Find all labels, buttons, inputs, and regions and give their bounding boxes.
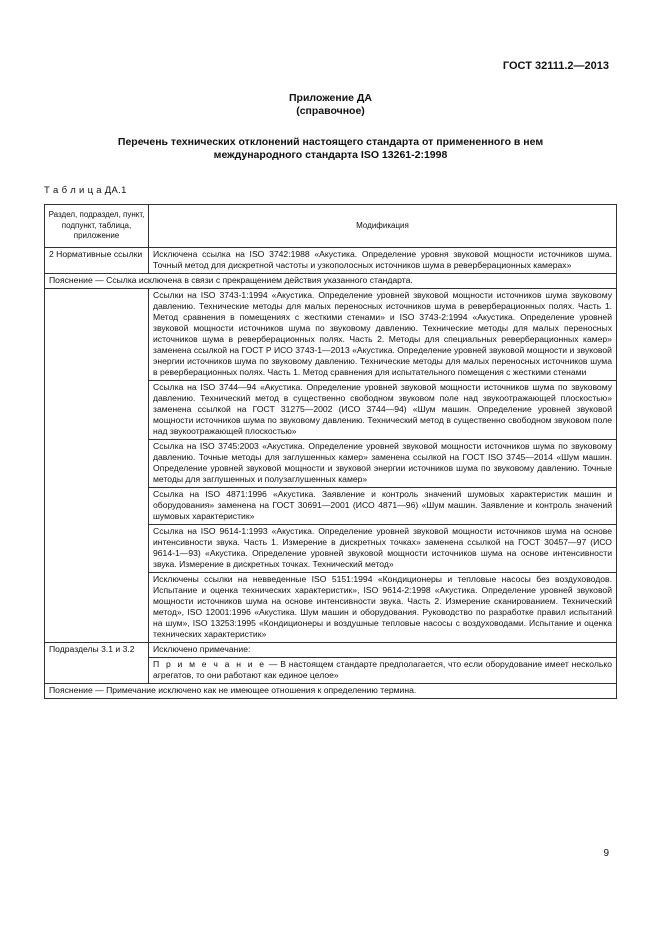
explanation-cell: Пояснение — Ссылка исключена в связи с прекращением действия указанного стандарта. [45,274,617,289]
annex-heading [0,136,661,162]
note-label: П р и м е ч а н и е [153,659,267,669]
table-note-row [45,684,617,699]
table-row [45,289,617,381]
table-header-row [45,205,617,248]
section-cell: Подразделы 3.1 и 3.2 [45,643,149,684]
annex-title-block [0,92,661,118]
deviations-table [44,204,617,699]
section-cell-empty [45,289,149,643]
col2-header: Модификация [149,205,617,248]
table-note-row [45,274,617,289]
annex-heading-line2: международного стандарта ISO 13261-2:1998 [213,149,448,161]
standard-code: ГОСТ 32111.2—2013 [502,60,609,72]
modification-cell: Исключена ссылка на ISO 3742:1988 «Акустика. Определение уровня звуковой мощности источников шума. Точный метод для дискретной частоты и узкополосных источников шума в реверберационных камерах» [149,248,617,274]
annex-subtitle: (справочное) [296,105,365,117]
col1-header: Раздел, подраздел, пункт, подпункт, таблица, приложение [45,205,149,248]
section-cell: 2 Нормативные ссылки [45,248,149,274]
explanation-cell: Пояснение — Примечание исключено как не имеющее отношения к определению термина. [45,684,617,699]
table-row [45,248,617,274]
annex-title: Приложение ДА [289,92,372,104]
table-label: Т а б л и ц а ДА.1 [44,185,127,196]
modification-cell: Ссылка на ISO 3744—94 «Акустика. Определение уровней звуковой мощности источников шума по звуковому давлению. Технический метод в существенно свободном звуковом поле над звукоотражающей плоскостью» заменена ссылкой на ГОСТ 31275—2002 (ИСО 3744—94) «Шум машин. Определение уровней звуковой мощности источников шума по звуковому давлению. Технический метод в существенно свободном звуковом поле над звукоотражающей плоскостью» [149,381,617,440]
modification-cell: Ссылка на ISO 9614-1:1993 «Акустика. Определение уровней звуковой мощности источников шума на основе интенсивности звука. Часть 1. Измерение в дискретных точках» заменена ссылкой на ГОСТ 30457—97 (ИСО 9614-1—93) «Акустика. Определение уровней звуковой мощности источников шума на основе интенсивности звука. Измерение в дискретных точках. Технический метод» [149,525,617,573]
annex-heading-line1: Перечень технических отклонений настоящего стандарта от примененного в нем [117,136,544,148]
page-number: 9 [603,848,609,859]
modification-cell: Исключено примечание: [149,643,617,658]
modification-cell: Ссылки на ISO 3743-1:1994 «Акустика. Определение уровней звуковой мощности источников шума звуковому давлению. Технические методы для малых переносных источников шума в реверберационных полях. Часть 1. Метод сравнения в помещениях с жесткими стенами» и ISO 3743-2:1994 «Акустика. Определение уровней звуковой мощности источников шума по звуковому давлению. Технические методы для малых переносных источников шума в реверберационных полях. Часть 2. Методы для специальных реверберационных камер» заменена ссылкой на ГОСТ Р ИСО 3743-1—2013 «Акустика. Определение уровней звуковой мощности и звуковой энергии источников шума по звуковому давлению. Технические методы для малых переносных источников шума в реверберационных полях. Часть 1. Метод сравнения для испытательного помещения с жесткими стенами [149,289,617,381]
modification-cell: Исключены ссылки на невведенные ISO 5151:1994 «Кондиционеры и тепловые насосы без воздуховодов. Испытание и оценка технических характеристик», ISO 9614-2:1998 «Акустика. Определение уровней звуковой мощности источников шума на основе интенсивности звука. Часть 2. Измерение сканированием. Технический метод», ISO 12001:1996 «Акустика. Шум машин и оборудования. Руководство по разработке правил испытаний на шум», ISO 13253:1995 «Кондиционеры и воздушные тепловые насосы с воздуховодами. Испытание и оценка технических характеристик» [149,573,617,643]
modification-cell: Ссылка на ISO 3745:2003 «Акустика. Определение уровней звуковой мощности источников шума по звуковому давлению. Точные методы для заглушенных камер» заменена ссылкой на ГОСТ ISO 3745—2014 «Шум машин. Определение уровней звуковой мощности и звуковой энергии источников шума по звуковому давлению. Точные методы для заглушенных и полузаглушенных камер» [149,440,617,488]
note-text: — В настоящем стандарте предполагается, что если оборудование имеет несколько агрегатов, то они работают как единое целое» [153,659,612,680]
modification-cell: Ссылка на ISO 4871:1996 «Акустика. Заявление и контроль значений шумовых характеристик машин и оборудования» заменена на ГОСТ 30691—2001 (ИСО 4871—96) «Шум машин. Заявление и контроль значений шумовых характеристик» [149,488,617,525]
table-row [45,643,617,658]
note-cell [149,658,617,684]
